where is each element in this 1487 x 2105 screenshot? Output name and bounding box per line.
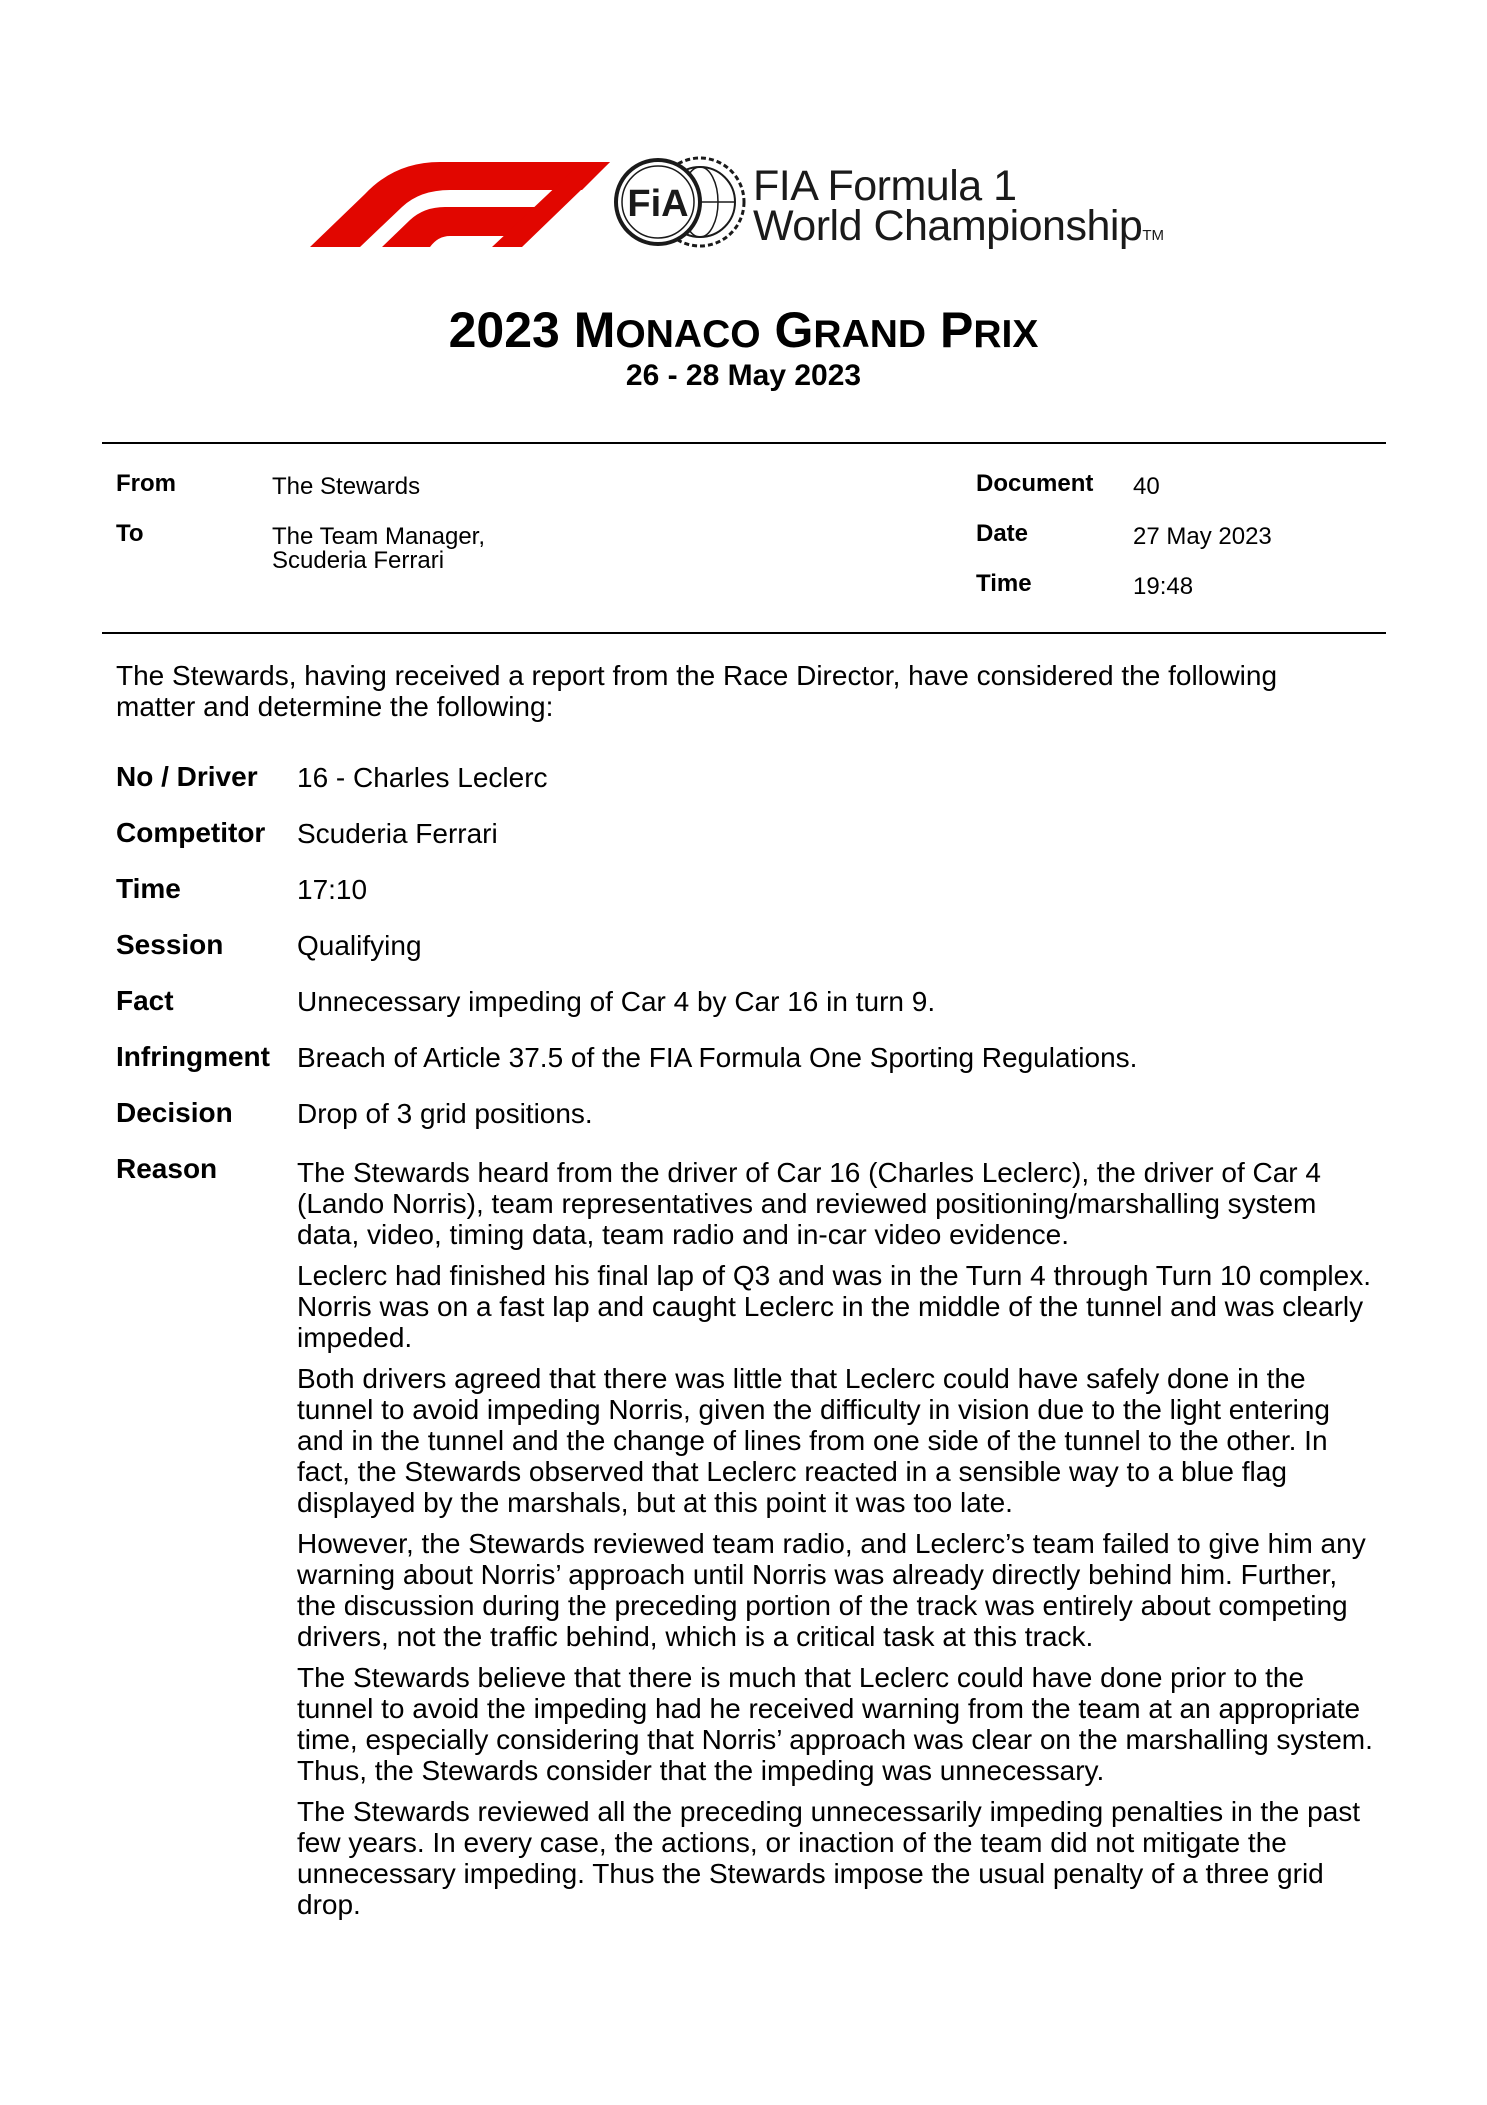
fia-emblem-icon — [612, 152, 748, 252]
title-cap-p: P — [939, 302, 974, 358]
to-value-line2: Scuderia Ferrari — [272, 547, 445, 574]
reason-label: Reason — [116, 1153, 218, 1184]
reason-paragraph: Leclerc had finished his final lap of Q3 and was in the Turn 4 through Turn 10 complex. Norris was on a fast lap and caught Leclerc in the middle of the tunnel and was clearly impeded. — [297, 1260, 1371, 1353]
bottom-divider — [102, 632, 1386, 634]
from-label: From — [116, 470, 176, 497]
title-cap-g: G — [774, 302, 814, 358]
wordmark-line-2-text: World Championship — [753, 202, 1143, 250]
title-word-grand — [775, 302, 927, 358]
trademark-symbol: TM — [1142, 227, 1165, 244]
driver-label: No / Driver — [116, 761, 258, 792]
top-divider — [102, 442, 1386, 444]
time-label: Time — [976, 570, 1032, 597]
event-dates: 26 - 28 May 2023 — [625, 359, 862, 392]
title-small-caps-onaco: ONACO — [615, 313, 761, 356]
reason-paragraph: However, the Stewards reviewed team radio, and Leclerc’s team failed to give him any warning about Norris’ approach until Norris was already directly behind him. Further, the discussion during the preceding portion of the track was entirely about competing drivers, not the traffic behind, which is a critical task at this track. — [297, 1528, 1366, 1652]
title-small-caps-rix: RIX — [973, 313, 1039, 356]
event-title-year: 2023 — [448, 302, 560, 358]
reason-paragraph: The Stewards believe that there is much that Leclerc could have done prior to the tunnel to avoid the impeding had he received warning from the team at an appropriate time, especially considering that Norris’ approach was clear on the marshalling system. Thus, the Stewards consider that the impeding was unnecessary. — [297, 1662, 1373, 1786]
reason-paragraph: The Stewards heard from the driver of Car 16 (Charles Leclerc), the driver of Car 4 (Lando Norris), team representatives and reviewed positioning/marshalling system data, video, timing data, team radio and in-car video evidence. — [297, 1157, 1321, 1250]
header-logo — [310, 152, 1210, 262]
date-label: Date — [976, 520, 1029, 547]
driver-value: 16 - Charles Leclerc — [297, 762, 548, 793]
fia-emblem-letters: FiA — [627, 183, 689, 225]
title-word-prix — [940, 302, 1038, 358]
decision-label: Decision — [116, 1097, 233, 1128]
time-value: 19:48 — [1133, 573, 1194, 600]
title-cap-m: M — [573, 302, 616, 358]
title-small-caps-rand: RAND — [813, 313, 927, 356]
fact-value: Unnecessary impeding of Car 4 by Car 16 in turn 9. — [297, 986, 936, 1017]
event-title — [0, 300, 1487, 365]
document-value: 40 — [1133, 473, 1160, 500]
document-label: Document — [976, 470, 1094, 497]
competitor-label: Competitor — [116, 817, 266, 848]
championship-wordmark — [753, 162, 1165, 256]
from-value: The Stewards — [272, 473, 421, 500]
decision-value: Drop of 3 grid positions. — [297, 1098, 593, 1129]
fact-label: Fact — [116, 985, 174, 1016]
to-label: To — [116, 520, 144, 547]
f1-logo-icon — [310, 162, 610, 247]
wordmark-line-2 — [753, 202, 1165, 256]
to-value-line1: The Team Manager, — [272, 523, 486, 550]
infringement-label: Infringment — [116, 1041, 270, 1072]
intro-text: The Stewards, having received a report from the Race Director, have considered the following matter and determine the following: — [116, 660, 1278, 722]
incident-time-value: 17:10 — [297, 874, 368, 905]
session-label: Session — [116, 929, 224, 960]
date-value: 27 May 2023 — [1133, 523, 1272, 550]
title-word-monaco — [574, 302, 761, 358]
infringement-value: Breach of Article 37.5 of the FIA Formula One Sporting Regulations. — [297, 1042, 1138, 1073]
incident-time-label: Time — [116, 873, 181, 904]
reason-paragraph: Both drivers agreed that there was little that Leclerc could have safely done in the tunnel to avoid impeding Norris, given the difficulty in vision due to the light entering and in the tunnel and the change of lines from one side of the tunnel to the other. In fact, the Stewards observed that Leclerc reacted in a sensible way to a blue flag displayed by the marshals, but at this point it was too late. — [297, 1363, 1330, 1518]
reason-paragraph: The Stewards reviewed all the preceding unnecessarily impeding penalties in the past few years. In every case, the actions, or inaction of the team did not mitigate the unnecessary impeding. Thus the Stewards impose the usual penalty of a three grid drop. — [297, 1796, 1361, 1920]
session-value: Qualifying — [297, 930, 422, 961]
wordmark-line-1: FIA Formula 1 — [753, 162, 1017, 210]
reason-body — [297, 1157, 1377, 1930]
competitor-value: Scuderia Ferrari — [297, 818, 498, 849]
